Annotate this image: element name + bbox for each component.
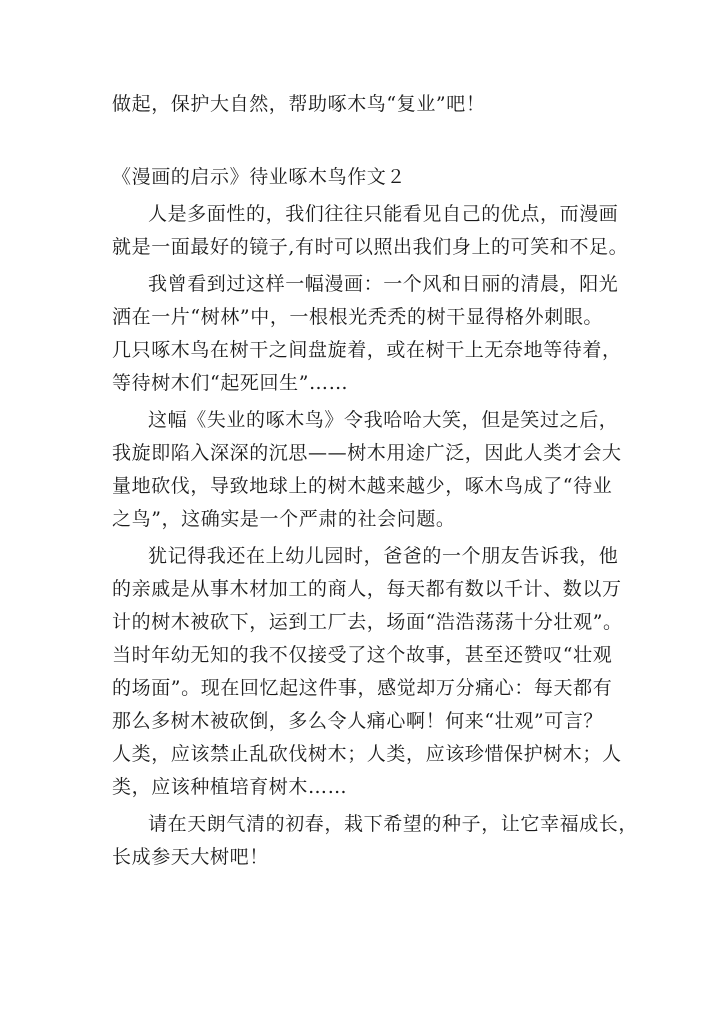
paragraph-line: 做起，保护大自然，帮助啄木鸟“复业”吧！ xyxy=(112,93,486,115)
paragraph-line: 洒在一片“树林”中，一根根光秃秃的树干显得格外刺眼。 xyxy=(112,306,604,328)
paragraph-line: 几只啄木鸟在树干之间盘旋着，或在树干上无奈地等待着， xyxy=(112,339,622,361)
paragraph-line: 就是一面最好的镜子,有时可以照出我们身上的可笑和不足。 xyxy=(112,236,629,258)
paragraph-line: 当时年幼无知的我不仅接受了这个故事，甚至还赞叹“壮观 xyxy=(112,644,613,666)
paragraph-line: 人类，应该禁止乱砍伐树木；人类，应该珍惜保护树木；人 xyxy=(112,743,622,765)
paragraph-line: 类，应该种植培育树木…… xyxy=(112,776,348,798)
paragraph-line: 计的树木被砍下，运到工厂去，场面“浩浩荡荡十分壮观”。 xyxy=(112,611,623,633)
paragraph-line: 等待树木们“起死回生”…… xyxy=(112,372,349,394)
paragraph-line: 这幅《失业的啄木鸟》令我哈哈大笑，但是笑过之后， xyxy=(148,409,619,431)
paragraph-line: 那么多树木被砍倒，多么令人痛心啊！何来“壮观”可言？ xyxy=(112,710,604,732)
paragraph-line: 量地砍伐，导致地球上的树木越来越少，啄木鸟成了“待业 xyxy=(112,475,613,497)
paragraph-line: 长成参天大树吧！ xyxy=(112,846,269,868)
paragraph-line: 的场面”。现在回忆起这件事，感觉却万分痛心：每天都有 xyxy=(112,677,613,699)
essay-title: 《漫画的启示》待业啄木鸟作文２ xyxy=(112,166,407,188)
paragraph-line: 人是多面性的，我们往往只能看见自己的优点，而漫画 xyxy=(148,203,619,225)
paragraph-line: 之鸟”，这确实是一个严肃的社会问题。 xyxy=(112,508,456,530)
paragraph-line: 犹记得我还在上幼儿园时，爸爸的一个朋友告诉我，他 xyxy=(148,545,619,567)
paragraph-line: 我曾看到过这样一幅漫画：一个风和日丽的清晨，阳光 xyxy=(148,273,619,295)
paragraph-line: 请在天朗气清的初春，栽下希望的种子，让它幸福成长， xyxy=(148,813,639,835)
paragraph-line: 我旋即陷入深深的沉思——树木用途广泛，因此人类才会大 xyxy=(112,442,622,464)
paragraph-line: 的亲戚是从事木材加工的商人，每天都有数以千计、数以万 xyxy=(112,578,622,600)
